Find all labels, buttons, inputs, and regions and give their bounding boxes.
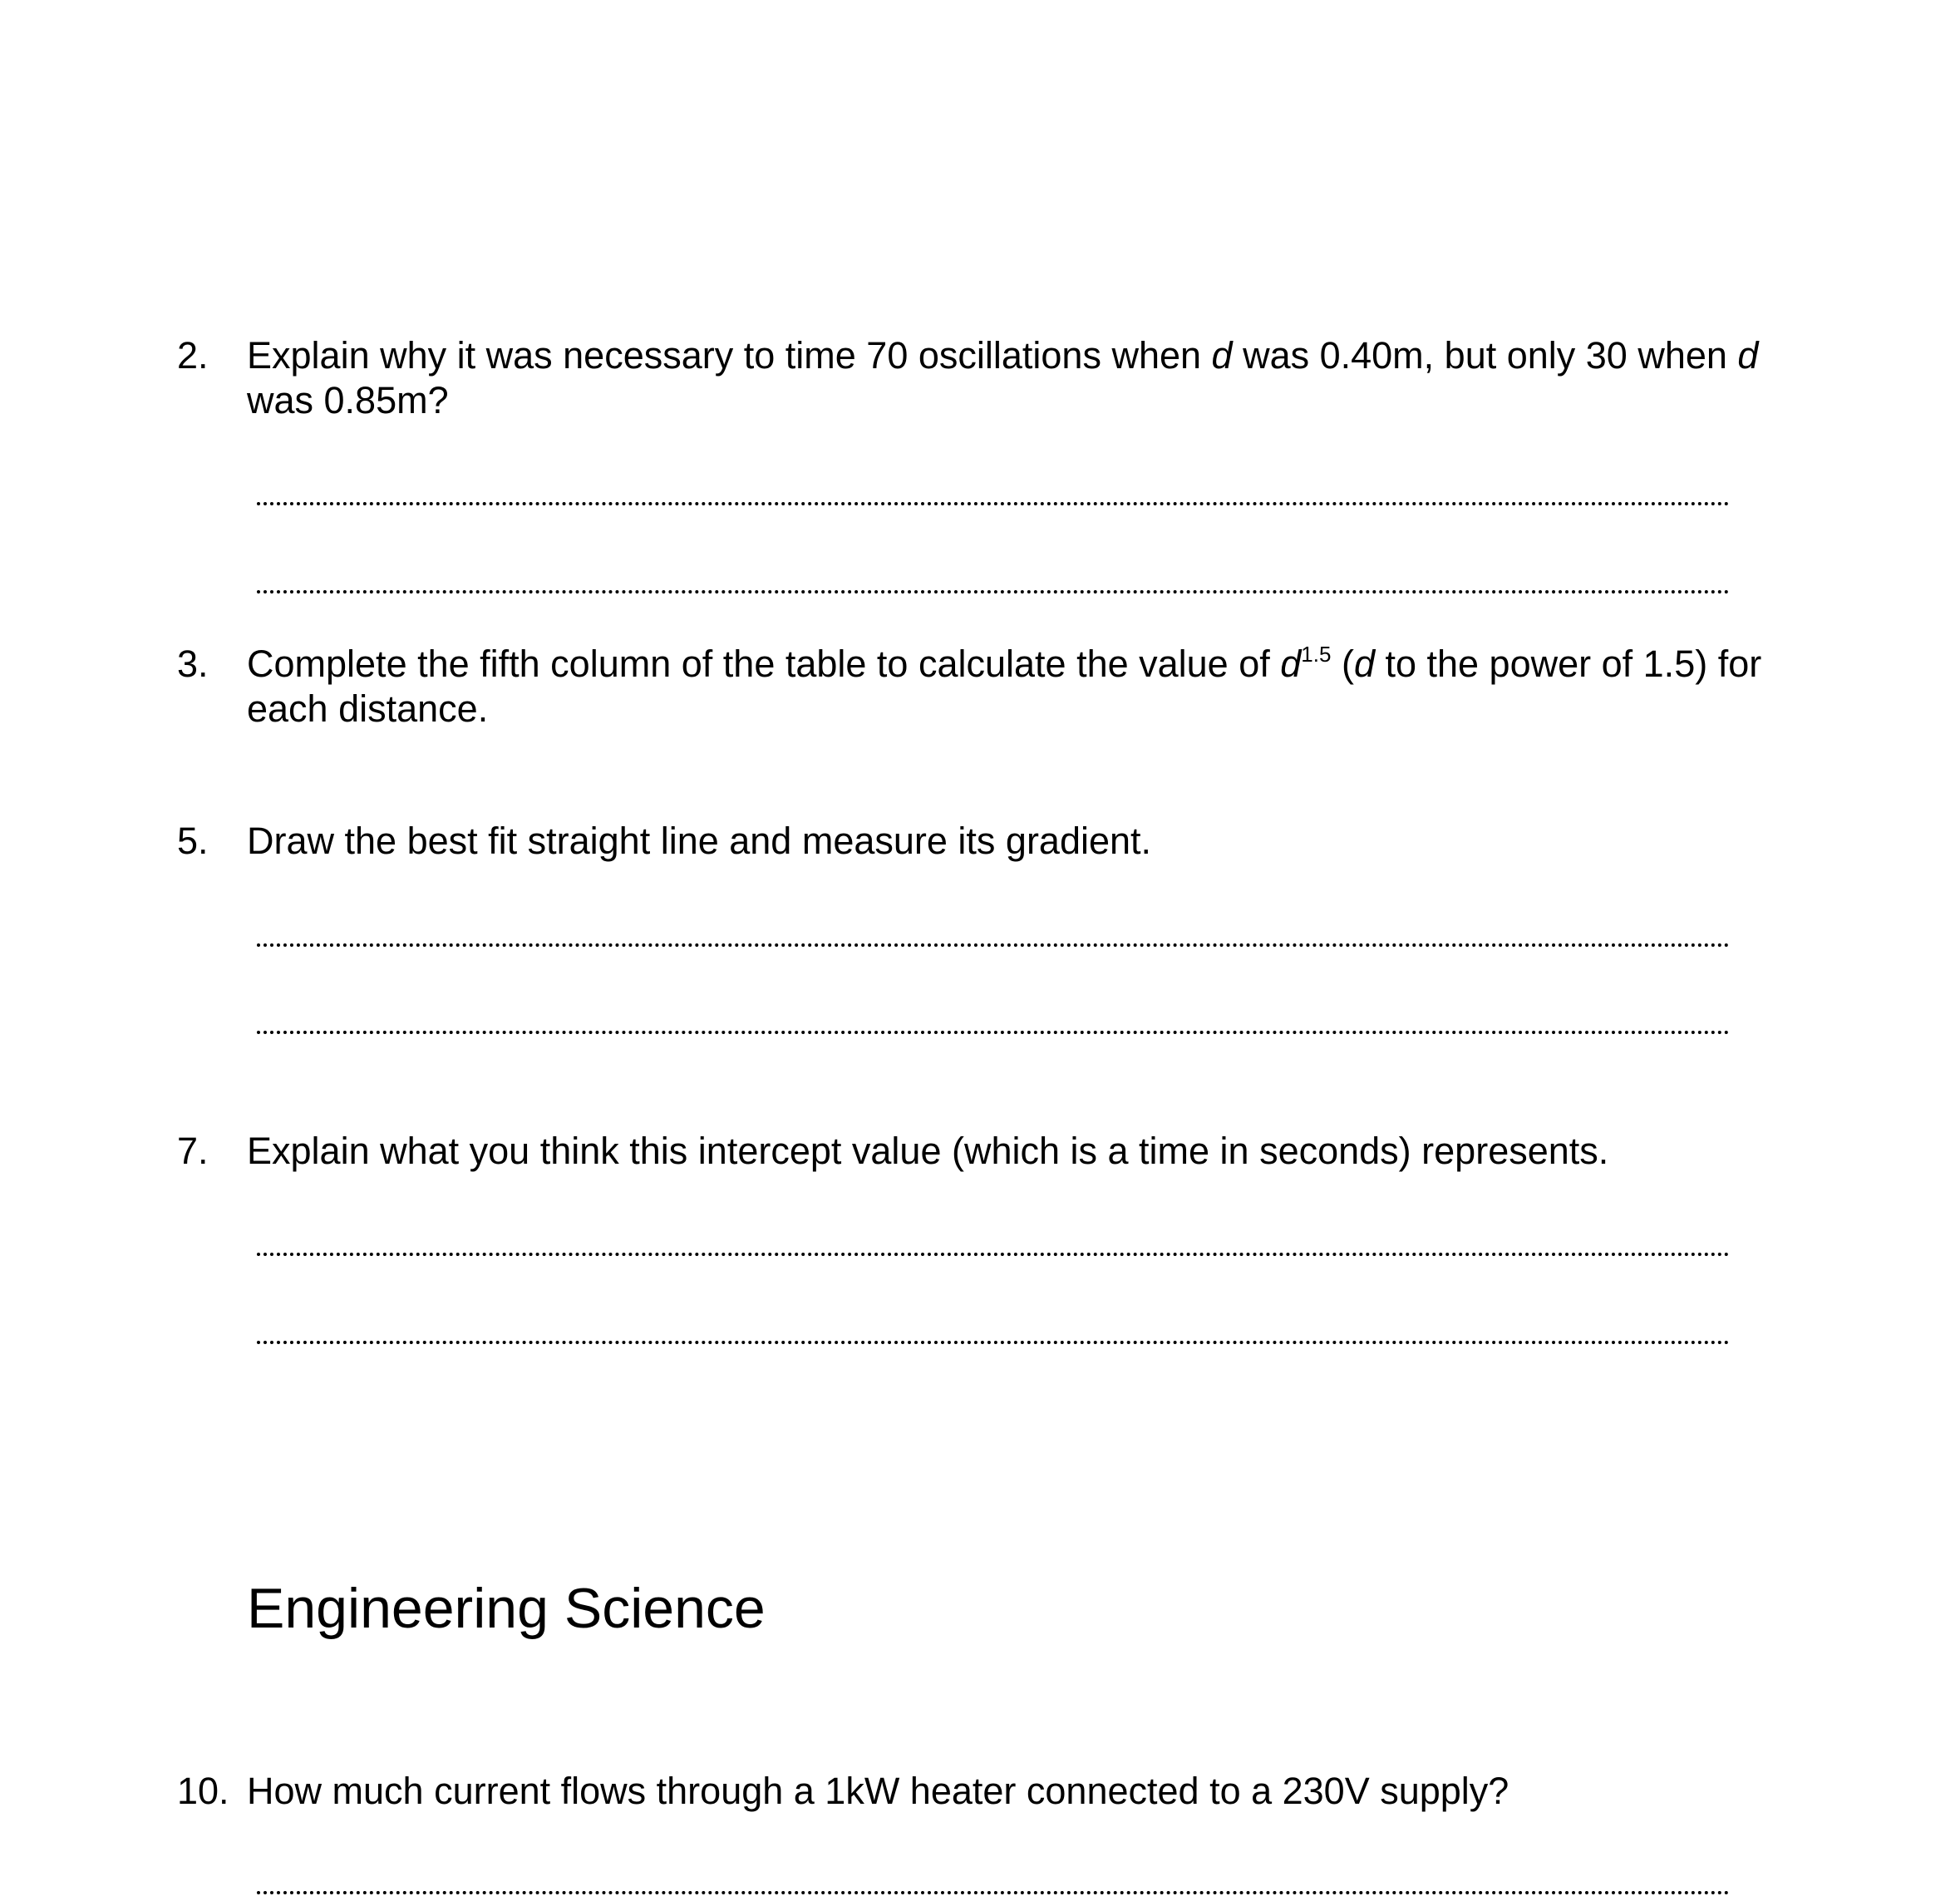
question-number: 3. <box>177 643 209 685</box>
answer-line-q7-2[interactable] <box>257 1341 1730 1344</box>
section-heading: Engineering Science <box>247 1577 766 1640</box>
answer-line-q5-2[interactable] <box>257 1031 1730 1034</box>
answer-line-q5-1[interactable] <box>257 943 1730 947</box>
question-text: Explain what you think this intercept value (which is a time in seconds) represents. <box>247 1130 1609 1172</box>
question-number: 7. <box>177 1130 209 1172</box>
answer-line-q7-1[interactable] <box>257 1253 1730 1256</box>
exponent: 1.5 <box>1301 642 1332 667</box>
question-number: 5. <box>177 820 209 862</box>
question-text: Explain why it was necessary to time 70 oscillations when d was 0.40m, but only 30 when d was 0.85m? <box>247 334 1759 421</box>
question-number: 2. <box>177 334 209 377</box>
answer-line-q2-2[interactable] <box>257 590 1730 593</box>
answer-line-q10-1[interactable] <box>257 1891 1730 1894</box>
question-text: How much current flows through a 1kW heater connected to a 230V supply? <box>247 1770 1509 1812</box>
question-text: Complete the fifth column of the table to calculate the value of $d^{1.5}$ (d to the power of 1.5) for each distance. <box>247 642 1762 730</box>
question-number: 10. <box>177 1770 229 1812</box>
answer-line-q2-1[interactable] <box>257 502 1730 505</box>
question-text: Draw the best fit straight line and measure its gradient. <box>247 820 1152 862</box>
